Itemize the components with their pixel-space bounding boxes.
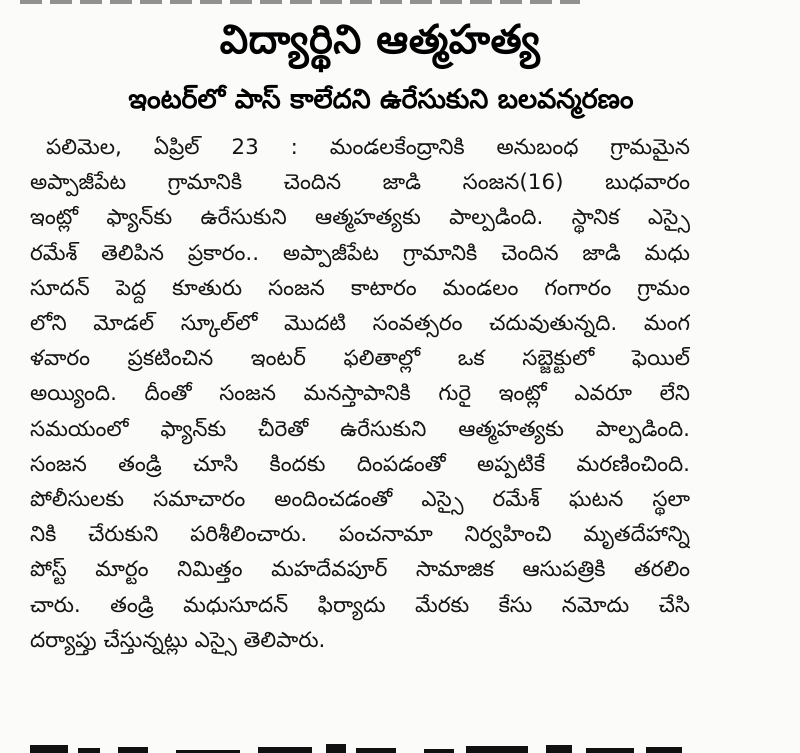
article-line: అప్పాజీపేట గ్రామానికి చెందిన జాడి సంజన(16) బుధవారం	[30, 170, 690, 196]
cut-off-previous-line	[20, 0, 580, 4]
article-line: దర్యాప్తు చేస్తున్నట్లు ఎస్సై తెలిపారు.	[30, 627, 326, 653]
article-line: ళవారం ప్రకటించిన ఇంటర్ ఫలితాల్లో ఒక సబ్జెక్టులో ఫెయిల్	[30, 346, 690, 372]
article-subheadline: ఇంటర్‌లో పాస్ కాలేదని ఉరేసుకుని బలవన్మరణం	[128, 84, 634, 115]
article-line: పలిమెల, ఏప్రిల్ 23 : మండలకేంద్రానికి అనుబంధ గ్రామమైన	[46, 135, 690, 160]
article-line: సూదన్ పెద్ద కూతురు సంజన కాటారం మండలం గంగారం గ్రామం	[30, 275, 690, 301]
article-line: లోని మోడల్ స్కూల్‌లో మొదటి సంవత్సరం చదువుతున్నది. మంగ	[30, 311, 690, 337]
article-line: పోస్ట్ మార్టం నిమిత్తం మహదేవపూర్ సామాజిక ఆసుపత్రికి తరలిం	[30, 557, 690, 583]
article-line: నికి చేరుకుని పరిశీలించారు. పంచనామా నిర్వహించి మృతదేహాన్ని	[30, 522, 690, 548]
article-line: అయ్యింది. దీంతో సంజన మనస్తాపానికి గురై ఇంట్లో ఎవరూ లేని	[30, 381, 690, 407]
article-line: చారు. తండ్రి మధుసూదన్ ఫిర్యాదు మేరకు కేసు నమోదు చేసి	[30, 592, 690, 618]
article-line: ఇంట్లో ఫ్యాన్‌కు ఉరేసుకుని ఆత్మహత్యకు పాల్పడింది. స్థానిక ఎస్సై	[30, 205, 690, 231]
cut-off-glyph-tops	[26, 742, 706, 753]
article-line: రమేశ్ తెలిపిన ప్రకారం.. అప్పాజీపేట గ్రామానికి చెందిన జాడి మధు	[30, 240, 690, 266]
article-line: పోలీసులకు సమాచారం అందించడంతో ఎస్సై రమేశ్ ఘటన స్థలా	[30, 487, 690, 513]
article-line: సమయంలో ఫ్యాన్‌కు చీరెతో ఉరేసుకుని ఆత్మహత్యకు పాల్పడింది.	[30, 416, 690, 442]
article-line: సంజన తండ్రి చూసి కిందకు దింపడంతో అప్పటికే మరణించింది.	[30, 451, 690, 477]
article-body	[30, 130, 690, 658]
cut-off-next-headline	[26, 740, 706, 753]
article-headline: విద్యార్థిని ఆత్మహత్య	[219, 17, 541, 63]
